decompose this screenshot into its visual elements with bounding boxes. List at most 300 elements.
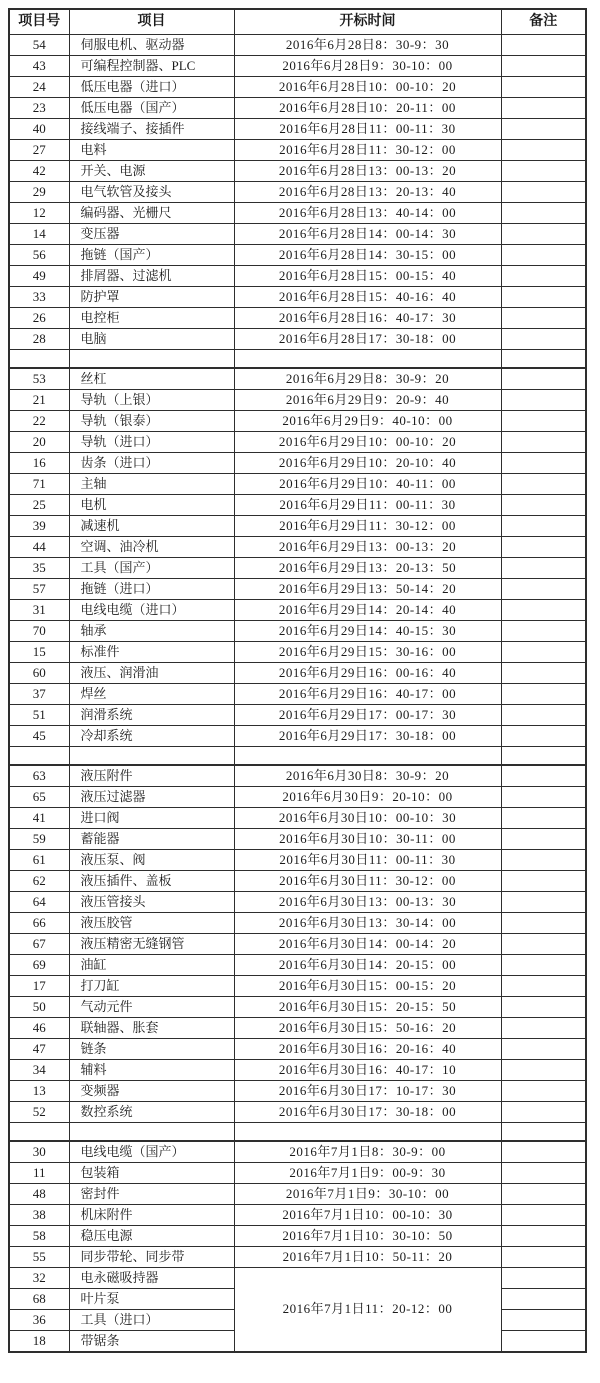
bid-time-cell: 2016年6月28日16：40-17：30 — [234, 308, 501, 329]
table-row — [9, 787, 586, 808]
item-number-cell: 66 — [9, 913, 69, 934]
remark-cell — [501, 705, 586, 726]
item-name-cell: 主轴 — [69, 474, 234, 495]
item-number-cell: 27 — [9, 140, 69, 161]
table-row — [9, 1039, 586, 1060]
table-row — [9, 808, 586, 829]
table-row — [9, 934, 586, 955]
item-number-cell: 45 — [9, 726, 69, 747]
remark-cell — [501, 663, 586, 684]
item-name-cell: 打刀缸 — [69, 976, 234, 997]
remark-cell — [501, 1268, 586, 1289]
table-row — [9, 266, 586, 287]
bid-time-cell: 2016年7月1日11：20-12：00 — [234, 1268, 501, 1353]
item-name-cell: 电永磁吸持器 — [69, 1268, 234, 1289]
item-number-cell: 59 — [9, 829, 69, 850]
remark-cell — [501, 997, 586, 1018]
remark-cell — [501, 224, 586, 245]
item-name-cell — [69, 350, 234, 369]
table-row — [9, 913, 586, 934]
item-name-cell: 液压管接头 — [69, 892, 234, 913]
bid-time-cell: 2016年6月29日15：30-16：00 — [234, 642, 501, 663]
item-number-cell: 25 — [9, 495, 69, 516]
bid-time-cell: 2016年6月30日17：10-17：30 — [234, 1081, 501, 1102]
item-number-cell: 29 — [9, 182, 69, 203]
item-number-cell — [9, 350, 69, 369]
item-name-cell: 变压器 — [69, 224, 234, 245]
item-number-cell: 22 — [9, 411, 69, 432]
item-name-cell: 变频器 — [69, 1081, 234, 1102]
item-name-cell: 低压电器（进口） — [69, 77, 234, 98]
item-name-cell: 电脑 — [69, 329, 234, 350]
bid-time-cell: 2016年6月28日9：30-10：00 — [234, 56, 501, 77]
table-row — [9, 850, 586, 871]
remark-cell — [501, 140, 586, 161]
item-name-cell: 润滑系统 — [69, 705, 234, 726]
table-row — [9, 77, 586, 98]
bid-time-cell: 2016年6月30日10：30-11：00 — [234, 829, 501, 850]
item-number-cell: 39 — [9, 516, 69, 537]
bid-time-cell: 2016年6月30日14：00-14：20 — [234, 934, 501, 955]
item-number-cell: 55 — [9, 1247, 69, 1268]
table-row — [9, 453, 586, 474]
item-name-cell: 拖链（国产） — [69, 245, 234, 266]
item-number-cell: 70 — [9, 621, 69, 642]
item-name-cell: 排屑器、过滤机 — [69, 266, 234, 287]
table-row — [9, 1205, 586, 1226]
item-number-cell: 34 — [9, 1060, 69, 1081]
table-row — [9, 203, 586, 224]
bid-time-cell: 2016年7月1日10：30-10：50 — [234, 1226, 501, 1247]
bid-time-cell: 2016年6月30日11：30-12：00 — [234, 871, 501, 892]
item-name-cell: 电气软管及接头 — [69, 182, 234, 203]
item-number-cell: 51 — [9, 705, 69, 726]
item-number-cell: 67 — [9, 934, 69, 955]
table-row — [9, 1060, 586, 1081]
table-row — [9, 119, 586, 140]
remark-cell — [501, 161, 586, 182]
item-number-cell: 21 — [9, 390, 69, 411]
item-name-cell: 同步带轮、同步带 — [69, 1247, 234, 1268]
item-name-cell: 液压插件、盖板 — [69, 871, 234, 892]
remark-cell — [501, 119, 586, 140]
item-number-cell: 61 — [9, 850, 69, 871]
bid-time-cell: 2016年6月30日15：50-16：20 — [234, 1018, 501, 1039]
table-row — [9, 871, 586, 892]
remark-cell — [501, 453, 586, 474]
item-number-cell: 17 — [9, 976, 69, 997]
item-number-cell: 14 — [9, 224, 69, 245]
item-number-cell: 54 — [9, 35, 69, 56]
remark-cell — [501, 1060, 586, 1081]
bid-time-cell: 2016年6月29日11：00-11：30 — [234, 495, 501, 516]
item-name-cell: 电机 — [69, 495, 234, 516]
item-number-cell: 46 — [9, 1018, 69, 1039]
remark-cell — [501, 558, 586, 579]
remark-cell — [501, 1205, 586, 1226]
item-name-cell: 工具（进口） — [69, 1310, 234, 1331]
item-number-cell: 56 — [9, 245, 69, 266]
bid-time-cell: 2016年6月30日13：00-13：30 — [234, 892, 501, 913]
bid-time-cell: 2016年6月30日10：00-10：30 — [234, 808, 501, 829]
table-row — [9, 1184, 586, 1205]
table-row — [9, 726, 586, 747]
table-row — [9, 1268, 586, 1289]
item-number-cell: 69 — [9, 955, 69, 976]
item-name-cell: 电线电缆（国产） — [69, 1141, 234, 1163]
remark-cell — [501, 1331, 586, 1353]
remark-cell — [501, 934, 586, 955]
bid-time-cell: 2016年6月28日8：30-9：30 — [234, 35, 501, 56]
item-number-cell: 12 — [9, 203, 69, 224]
table-row — [9, 432, 586, 453]
item-name-cell: 拖链（进口） — [69, 579, 234, 600]
table-row — [9, 829, 586, 850]
item-number-cell — [9, 1123, 69, 1142]
bid-time-cell: 2016年6月29日17：30-18：00 — [234, 726, 501, 747]
item-name-cell: 数控系统 — [69, 1102, 234, 1123]
item-number-cell: 60 — [9, 663, 69, 684]
item-number-cell: 11 — [9, 1163, 69, 1184]
bid-time-cell: 2016年6月29日11：30-12：00 — [234, 516, 501, 537]
item-number-cell: 24 — [9, 77, 69, 98]
table-row — [9, 892, 586, 913]
item-name-cell: 导轨（进口） — [69, 432, 234, 453]
item-number-cell: 50 — [9, 997, 69, 1018]
item-number-cell: 37 — [9, 684, 69, 705]
item-number-cell: 32 — [9, 1268, 69, 1289]
bid-time-cell: 2016年6月29日13：20-13：50 — [234, 558, 501, 579]
col-header-item-number: 项目号 — [9, 9, 69, 35]
remark-cell — [501, 56, 586, 77]
separator-row — [9, 1123, 586, 1142]
table-row — [9, 411, 586, 432]
bid-time-cell: 2016年7月1日8：30-9：00 — [234, 1141, 501, 1163]
col-header-item-name: 项目 — [69, 9, 234, 35]
bid-time-cell: 2016年6月28日14：00-14：30 — [234, 224, 501, 245]
bid-time-cell: 2016年6月29日16：40-17：00 — [234, 684, 501, 705]
remark-cell — [501, 684, 586, 705]
item-name-cell: 联轴器、胀套 — [69, 1018, 234, 1039]
remark-cell — [501, 1247, 586, 1268]
remark-cell — [501, 829, 586, 850]
table-row — [9, 684, 586, 705]
table-row — [9, 976, 586, 997]
table-row — [9, 705, 586, 726]
table-row — [9, 161, 586, 182]
header-row — [9, 9, 586, 35]
bid-time-cell: 2016年6月28日14：30-15：00 — [234, 245, 501, 266]
table-row — [9, 955, 586, 976]
table-row — [9, 1163, 586, 1184]
bid-time-cell: 2016年6月29日9：40-10：00 — [234, 411, 501, 432]
item-number-cell: 23 — [9, 98, 69, 119]
item-number-cell: 65 — [9, 787, 69, 808]
remark-cell — [501, 1018, 586, 1039]
table-row — [9, 642, 586, 663]
bid-time-cell: 2016年6月30日16：20-16：40 — [234, 1039, 501, 1060]
table-row — [9, 579, 586, 600]
table-row — [9, 140, 586, 161]
col-header-bid-time: 开标时间 — [234, 9, 501, 35]
table-row — [9, 368, 586, 390]
item-name-cell: 带锯条 — [69, 1331, 234, 1353]
item-number-cell: 38 — [9, 1205, 69, 1226]
bid-time-cell: 2016年6月30日8：30-9：20 — [234, 765, 501, 787]
remark-cell — [501, 913, 586, 934]
item-number-cell: 57 — [9, 579, 69, 600]
item-number-cell: 40 — [9, 119, 69, 140]
remark-cell — [501, 368, 586, 390]
remark-cell — [501, 976, 586, 997]
item-number-cell: 26 — [9, 308, 69, 329]
item-number-cell: 68 — [9, 1289, 69, 1310]
table-row — [9, 765, 586, 787]
remark-cell — [501, 787, 586, 808]
item-number-cell: 53 — [9, 368, 69, 390]
item-name-cell: 电线电缆（进口） — [69, 600, 234, 621]
bid-time-cell: 2016年6月30日16：40-17：10 — [234, 1060, 501, 1081]
table-row — [9, 997, 586, 1018]
bid-time-cell: 2016年6月28日15：00-15：40 — [234, 266, 501, 287]
item-name-cell: 低压电器（国产） — [69, 98, 234, 119]
bid-time-cell: 2016年6月29日10：00-10：20 — [234, 432, 501, 453]
item-number-cell: 64 — [9, 892, 69, 913]
remark-cell — [501, 203, 586, 224]
item-name-cell: 丝杠 — [69, 368, 234, 390]
bid-time-cell: 2016年6月28日10：00-10：20 — [234, 77, 501, 98]
table-row — [9, 1247, 586, 1268]
remark-cell — [501, 1123, 586, 1142]
item-name-cell: 减速机 — [69, 516, 234, 537]
item-name-cell: 液压精密无缝钢管 — [69, 934, 234, 955]
table-row — [9, 35, 586, 56]
table-row — [9, 1081, 586, 1102]
bid-time-cell: 2016年6月29日8：30-9：20 — [234, 368, 501, 390]
bid-time-cell — [234, 747, 501, 766]
remark-cell — [501, 892, 586, 913]
bid-time-cell: 2016年6月29日17：00-17：30 — [234, 705, 501, 726]
remark-cell — [501, 871, 586, 892]
bid-time-cell: 2016年7月1日9：00-9：30 — [234, 1163, 501, 1184]
item-number-cell: 41 — [9, 808, 69, 829]
item-name-cell: 密封件 — [69, 1184, 234, 1205]
remark-cell — [501, 432, 586, 453]
remark-cell — [501, 516, 586, 537]
item-name-cell: 辅料 — [69, 1060, 234, 1081]
table-row — [9, 98, 586, 119]
remark-cell — [501, 726, 586, 747]
table-row — [9, 1018, 586, 1039]
bid-time-cell: 2016年6月29日14：40-15：30 — [234, 621, 501, 642]
item-number-cell: 30 — [9, 1141, 69, 1163]
bid-time-cell: 2016年6月30日13：30-14：00 — [234, 913, 501, 934]
bid-time-cell: 2016年6月28日13：40-14：00 — [234, 203, 501, 224]
bid-time-cell — [234, 1123, 501, 1142]
bid-time-cell: 2016年6月29日9：20-9：40 — [234, 390, 501, 411]
table-body — [9, 35, 586, 1353]
table-row — [9, 537, 586, 558]
bid-time-cell: 2016年6月30日14：20-15：00 — [234, 955, 501, 976]
bid-time-cell: 2016年6月30日9：20-10：00 — [234, 787, 501, 808]
table-row — [9, 495, 586, 516]
item-number-cell: 44 — [9, 537, 69, 558]
item-name-cell: 导轨（银泰） — [69, 411, 234, 432]
table-row — [9, 600, 586, 621]
remark-cell — [501, 600, 586, 621]
table-row — [9, 390, 586, 411]
remark-cell — [501, 621, 586, 642]
item-name-cell: 导轨（上银） — [69, 390, 234, 411]
separator-row — [9, 350, 586, 369]
item-name-cell: 可编程控制器、PLC — [69, 56, 234, 77]
bid-time-cell: 2016年7月1日10：00-10：30 — [234, 1205, 501, 1226]
remark-cell — [501, 390, 586, 411]
table-row — [9, 245, 586, 266]
bid-time-cell: 2016年7月1日10：50-11：20 — [234, 1247, 501, 1268]
remark-cell — [501, 1039, 586, 1060]
remark-cell — [501, 182, 586, 203]
item-number-cell: 71 — [9, 474, 69, 495]
item-name-cell: 焊丝 — [69, 684, 234, 705]
item-number-cell: 13 — [9, 1081, 69, 1102]
remark-cell — [501, 98, 586, 119]
table-row — [9, 516, 586, 537]
item-number-cell: 49 — [9, 266, 69, 287]
bid-time-cell: 2016年6月28日15：40-16：40 — [234, 287, 501, 308]
table-row — [9, 474, 586, 495]
remark-cell — [501, 1081, 586, 1102]
item-name-cell: 机床附件 — [69, 1205, 234, 1226]
item-number-cell: 63 — [9, 765, 69, 787]
item-name-cell: 防护罩 — [69, 287, 234, 308]
remark-cell — [501, 245, 586, 266]
item-name-cell: 叶片泵 — [69, 1289, 234, 1310]
item-name-cell: 接线端子、接插件 — [69, 119, 234, 140]
remark-cell — [501, 955, 586, 976]
item-name-cell: 稳压电源 — [69, 1226, 234, 1247]
item-name-cell: 电控柜 — [69, 308, 234, 329]
remark-cell — [501, 1184, 586, 1205]
bid-time-cell: 2016年6月28日13：00-13：20 — [234, 161, 501, 182]
item-number-cell: 48 — [9, 1184, 69, 1205]
remark-cell — [501, 850, 586, 871]
remark-cell — [501, 411, 586, 432]
table-row — [9, 621, 586, 642]
table-row — [9, 1226, 586, 1247]
item-name-cell: 编码器、光栅尺 — [69, 203, 234, 224]
item-name-cell: 标准件 — [69, 642, 234, 663]
remark-cell — [501, 1163, 586, 1184]
item-number-cell: 16 — [9, 453, 69, 474]
item-name-cell: 液压胶管 — [69, 913, 234, 934]
bid-time-cell: 2016年6月29日13：50-14：20 — [234, 579, 501, 600]
remark-cell — [501, 579, 586, 600]
remark-cell — [501, 537, 586, 558]
bid-time-cell: 2016年6月29日10：40-11：00 — [234, 474, 501, 495]
item-number-cell: 42 — [9, 161, 69, 182]
remark-cell — [501, 287, 586, 308]
table-row — [9, 1141, 586, 1163]
bid-time-cell: 2016年6月30日17：30-18：00 — [234, 1102, 501, 1123]
remark-cell — [501, 1310, 586, 1331]
bid-time-cell: 2016年7月1日9：30-10：00 — [234, 1184, 501, 1205]
item-number-cell: 15 — [9, 642, 69, 663]
item-name-cell — [69, 747, 234, 766]
item-number-cell: 62 — [9, 871, 69, 892]
item-name-cell: 链条 — [69, 1039, 234, 1060]
table-row — [9, 224, 586, 245]
bid-time-cell: 2016年6月28日17：30-18：00 — [234, 329, 501, 350]
item-name-cell: 电料 — [69, 140, 234, 161]
item-number-cell: 31 — [9, 600, 69, 621]
remark-cell — [501, 77, 586, 98]
col-header-remark: 备注 — [501, 9, 586, 35]
item-name-cell: 包装箱 — [69, 1163, 234, 1184]
remark-cell — [501, 1102, 586, 1123]
item-number-cell: 47 — [9, 1039, 69, 1060]
bid-time-cell: 2016年6月28日11：00-11：30 — [234, 119, 501, 140]
table-row — [9, 329, 586, 350]
bid-time-cell: 2016年6月28日13：20-13：40 — [234, 182, 501, 203]
remark-cell — [501, 329, 586, 350]
item-number-cell: 33 — [9, 287, 69, 308]
bid-time-cell: 2016年6月29日13：00-13：20 — [234, 537, 501, 558]
item-name-cell: 液压泵、阀 — [69, 850, 234, 871]
item-name-cell: 液压附件 — [69, 765, 234, 787]
bid-time-cell: 2016年6月30日15：00-15：20 — [234, 976, 501, 997]
item-name-cell: 进口阀 — [69, 808, 234, 829]
remark-cell — [501, 350, 586, 369]
table-row — [9, 56, 586, 77]
remark-cell — [501, 266, 586, 287]
remark-cell — [501, 1226, 586, 1247]
bid-schedule-table — [8, 8, 587, 1353]
remark-cell — [501, 495, 586, 516]
table-row — [9, 182, 586, 203]
item-name-cell: 冷却系统 — [69, 726, 234, 747]
remark-cell — [501, 474, 586, 495]
item-number-cell: 36 — [9, 1310, 69, 1331]
table-row — [9, 558, 586, 579]
bid-time-cell: 2016年6月30日11：00-11：30 — [234, 850, 501, 871]
item-number-cell — [9, 747, 69, 766]
bid-time-cell: 2016年6月29日14：20-14：40 — [234, 600, 501, 621]
item-number-cell: 20 — [9, 432, 69, 453]
item-name-cell: 油缸 — [69, 955, 234, 976]
table-row — [9, 663, 586, 684]
remark-cell — [501, 642, 586, 663]
item-name-cell: 蓄能器 — [69, 829, 234, 850]
remark-cell — [501, 35, 586, 56]
item-number-cell: 43 — [9, 56, 69, 77]
separator-row — [9, 747, 586, 766]
remark-cell — [501, 1141, 586, 1163]
bid-time-cell: 2016年6月28日10：20-11：00 — [234, 98, 501, 119]
item-name-cell: 轴承 — [69, 621, 234, 642]
item-number-cell: 52 — [9, 1102, 69, 1123]
item-name-cell: 液压、润滑油 — [69, 663, 234, 684]
item-name-cell: 气动元件 — [69, 997, 234, 1018]
item-number-cell: 28 — [9, 329, 69, 350]
bid-time-cell — [234, 350, 501, 369]
table-row — [9, 308, 586, 329]
item-name-cell — [69, 1123, 234, 1142]
item-name-cell: 伺服电机、驱动器 — [69, 35, 234, 56]
item-name-cell: 空调、油冷机 — [69, 537, 234, 558]
item-name-cell: 齿条（进口） — [69, 453, 234, 474]
remark-cell — [501, 308, 586, 329]
